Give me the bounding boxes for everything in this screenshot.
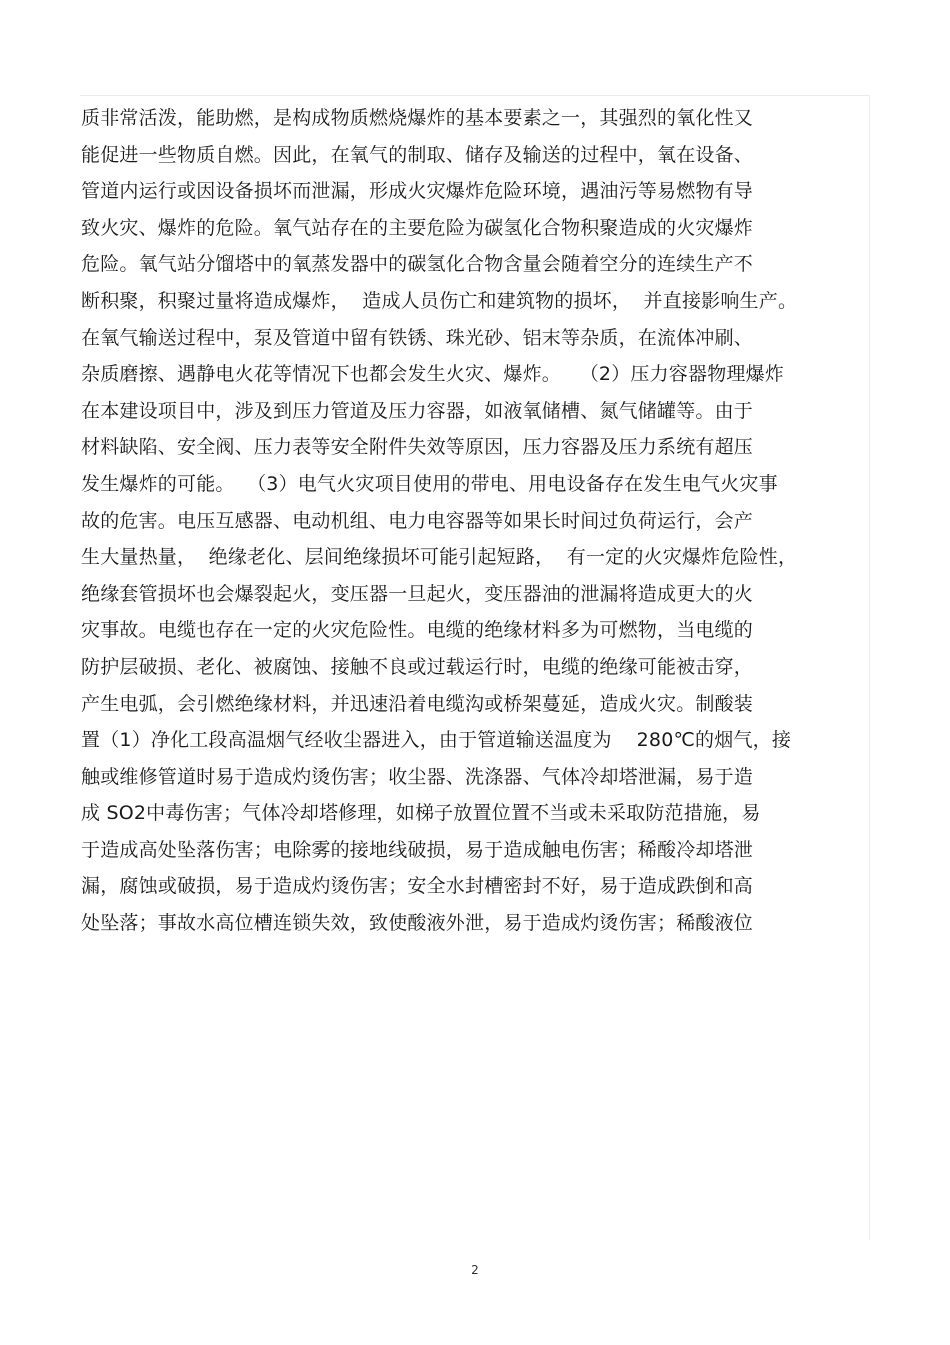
text-line: 成 SO2中毒伤害；气体冷却塔修理，如梯子放置位置不当或未采取防范措施，易 (81, 802, 761, 825)
text-line: 灾事故。电缆也存在一定的火灾危险性。电缆的绝缘材料多为可燃物，当电缆的 (81, 619, 754, 642)
text-line: 故的危害。电压互感器、电动机组、电力电容器等如果长时间过负荷运行，会产 (81, 509, 754, 532)
text-line: 能促进一些物质自燃。因此，在氧气的制取、储存及输送的过程中，氧在设备、 (81, 143, 754, 166)
text-line: 危险。氧气站分馏塔中的氧蒸发器中的碳氢化合物含量会随着空分的连续生产不 (81, 253, 754, 276)
text-line: 材料缺陷、安全阀、压力表等安全附件失效等原因，压力容器及压力系统有超压 (81, 436, 754, 459)
page-border-right (869, 95, 870, 1240)
text-line: 置（1）净化工段高温烟气经收尘器进入，由于管道输送温度为 280℃的烟气，接 (81, 729, 792, 752)
text-line: 处坠落；事故水高位槽连锁失效，致使酸液外泄，易于造成灼烫伤害；稀酸液位 (81, 912, 754, 935)
text-line: 在本建设项目中，涉及到压力管道及压力容器，如液氧储槽、氮气储罐等。由于 (81, 399, 754, 422)
text-line: 绝缘套管损坏也会爆裂起火，变压器一旦起火，变压器油的泄漏将造成更大的火 (81, 582, 754, 605)
page-border-top (80, 95, 870, 96)
text-line: 杂质磨擦、遇静电火花等情况下也都会发生火灾、爆炸。 （2）压力容器物理爆炸 (81, 363, 785, 386)
text-line: 触或维修管道时易于造成灼烫伤害；收尘器、洗涤器、气体冷却塔泄漏，易于造 (81, 765, 754, 788)
text-line: 于造成高处坠落伤害；电除雾的接地线破损，易于造成触电伤害；稀酸冷却塔泄 (81, 838, 754, 861)
text-line: 管道内运行或因设备损坏而泄漏，形成火灾爆炸危险环境，遇油污等易燃物有导 (81, 180, 754, 203)
text-line: 产生电弧，会引燃绝缘材料，并迅速沿着电缆沟或桥架蔓延，造成火灾。制酸装 (81, 692, 754, 715)
body-text (81, 100, 861, 942)
page-number: 2 (471, 1263, 479, 1277)
text-line: 在氧气输送过程中，泵及管道中留有铁锈、珠光砂、铝末等杂质，在流体冲刷、 (81, 326, 754, 349)
text-line: 质非常活泼，能助燃，是构成物质燃烧爆炸的基本要素之一，其强烈的氧化性又 (81, 107, 754, 129)
text-line: 发生爆炸的可能。 （3）电气火灾项目使用的带电、用电设备存在发生电气火灾事 (81, 472, 778, 495)
text-line: 致火灾、爆炸的危险。氧气站存在的主要危险为碳氢化合物积聚造成的火灾爆炸 (81, 216, 754, 239)
text-line: 生大量热量， 绝缘老化、层间绝缘损坏可能引起短路， 有一定的火灾爆炸危险性， (81, 546, 798, 569)
text-line: 防护层破损、老化、被腐蚀、接触不良或过载运行时，电缆的绝缘可能被击穿， (81, 655, 754, 678)
text-line: 断积聚，积聚过量将造成爆炸， 造成人员伤亡和建筑物的损坏， 并直接影响生产。 (81, 289, 798, 312)
text-line: 漏，腐蚀或破损，易于造成灼烫伤害；安全水封槽密封不好，易于造成跌倒和高 (81, 875, 754, 898)
